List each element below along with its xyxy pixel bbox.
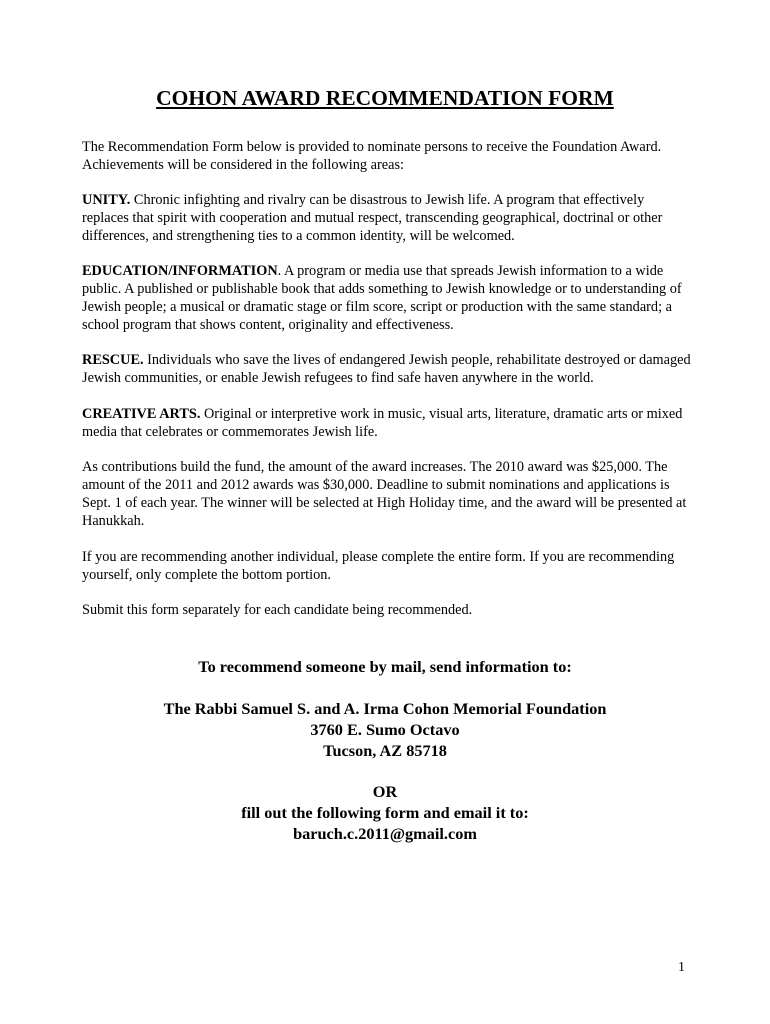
submit-note: Submit this form separately for each candidate being recommended. [82,602,473,618]
page-number: 1 [678,960,685,975]
foundation-name: The Rabbi Samuel S. and A. Irma Cohon Memorial Foundation [163,699,607,718]
area-heading: RESCUE. [82,352,144,368]
area-unity [82,191,692,245]
instructions-paragraph: If you are recommending another individual, please complete the entire form. If you are recommending yourself, only complete the bottom portion. [82,549,675,583]
email-address: baruch.c.2011@gmail.com [293,824,477,843]
area-rescue [82,351,692,387]
city-state-zip: Tucson, AZ 85718 [323,741,447,760]
email-line: fill out the following form and email it to: [241,803,529,822]
area-creative-arts [82,405,692,441]
area-text: Chronic infighting and rivalry can be disastrous to Jewish life. A program that effectively replaces that spirit with cooperation and mutual respect, transcending geographical, doctrinal or other differences, and strengthening ties to a common identity, will be welcomed. [82,192,663,244]
email-instructions [0,781,770,844]
mailing-address [0,698,770,761]
area-education [82,262,692,334]
area-text: Individuals who save the lives of endangered Jewish people, rehabilitate destroyed or damaged Jewish communities, or enable Jewish refugees to find safe haven anywhere in the world. [82,352,691,386]
area-text: Original or interpretive work in music, visual arts, literature, dramatic arts or mixed media that celebrates or commemorates Jewish life. [82,406,683,440]
page-title: COHON AWARD RECOMMENDATION FORM [156,86,614,110]
area-heading: CREATIVE ARTS. [82,406,201,422]
area-heading: EDUCATION/INFORMATION [82,263,278,279]
area-heading: UNITY. [82,192,131,208]
contributions-paragraph: As contributions build the fund, the amount of the award increases. The 2010 award was $25,000. The amount of the 2011 and 2012 awards was $30,000. Deadline to submit nominations and applications is Sept. 1 of each year. The winner will be selected at High Holiday time, and the award will be presented at Hanukkah. [82,459,687,529]
intro-paragraph: The Recommendation Form below is provided to nominate persons to receive the Foundation Award. Achievements will be considered in the following areas: [82,139,662,173]
mail-heading: To recommend someone by mail, send information to: [198,657,572,676]
or-label: OR [372,782,398,801]
street-address: 3760 E. Sumo Octavo [310,720,460,739]
area-text: . A program or media use that spreads Jewish information to a wide public. A published or publishable book that adds something to Jewish knowledge or to understanding of Jewish people; a musical or dramatic stage or film score, script or production with the same standard; a school program that shows content, originality and effectiveness. [82,263,682,333]
